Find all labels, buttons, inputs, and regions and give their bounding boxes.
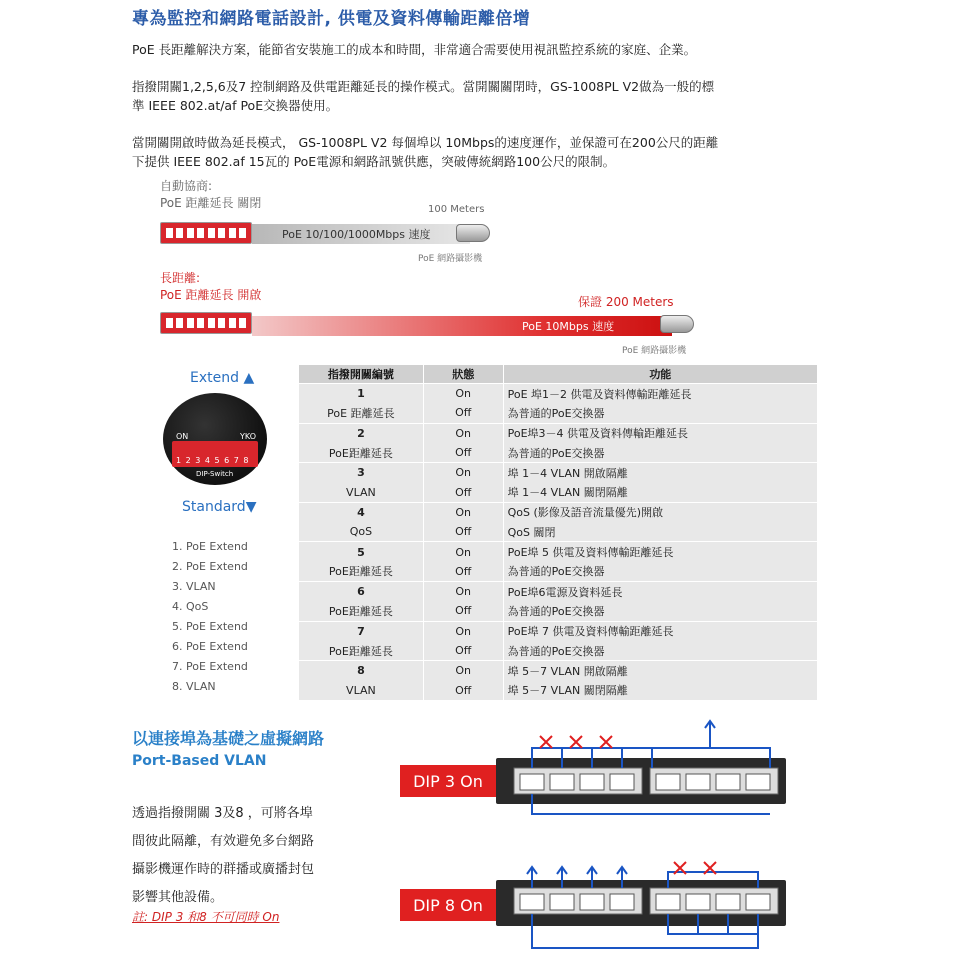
state-off: Off: [423, 443, 503, 463]
vlan-subtitle: Port-Based VLAN: [132, 753, 267, 769]
function-off: 埠 1－4 VLAN 關閉隔離: [503, 482, 817, 502]
intro-paragraph-2a: 指撥開關1,2,5,6及7 控制網路及供電距離延長的操作模式。當開關關閉時，GS-1008PL V2做為一般的標: [132, 79, 715, 94]
long-label-1: 長距離:: [160, 271, 201, 285]
state-on: On: [423, 621, 503, 641]
table-row: [299, 443, 818, 463]
table-row: [299, 621, 818, 641]
legend-item: 3. VLAN: [172, 580, 216, 593]
function-on: PoE埠 7 供電及資料傳輸距離延長: [503, 621, 817, 641]
dial-dip-numbers: 1 2 3 4 5 6 7 8: [176, 456, 250, 465]
table-row: [299, 502, 818, 522]
dip-name: PoE距離延長: [299, 641, 424, 661]
state-off: Off: [423, 403, 503, 423]
table-row: [299, 403, 818, 423]
vlan-title: 以連接埠為基礎之虛擬網路: [132, 729, 325, 748]
dip-number: 3: [299, 463, 424, 483]
function-off: QoS 關閉: [503, 522, 817, 542]
function-on: PoE埠6電源及資料延長: [503, 581, 817, 601]
state-on: On: [423, 423, 503, 443]
table-row: [299, 482, 818, 502]
standard-label: Standard▼: [182, 499, 257, 515]
legend-item: 8. VLAN: [172, 680, 216, 693]
table-row: [299, 661, 818, 681]
state-on: On: [423, 384, 503, 404]
table-row: [299, 562, 818, 582]
state-on: On: [423, 502, 503, 522]
legend-item: 7. PoE Extend: [172, 660, 248, 673]
state-on: On: [423, 463, 503, 483]
table-row: [299, 463, 818, 483]
dip-name: QoS: [299, 522, 424, 542]
intro-paragraph-3b: 下提供 IEEE 802.af 15瓦的 PoE電源和網路訊號供應，突破傳統網路100公尺的限制。: [132, 154, 616, 169]
table-row: [299, 384, 818, 404]
state-off: Off: [423, 562, 503, 582]
vlan-diagram-1: [500, 718, 790, 818]
dial-yko-label: YKO: [240, 432, 256, 441]
dip-switch-icon: [160, 222, 252, 244]
long-label-2: PoE 距離延長 開啟: [160, 288, 262, 302]
intro-paragraph-2b: 準 IEEE 802.at/af PoE交換器使用。: [132, 98, 339, 113]
dip-name: VLAN: [299, 482, 424, 502]
function-on: QoS (影像及語音流量優先)開啟: [503, 502, 817, 522]
dip-number: 6: [299, 581, 424, 601]
dip-number: 4: [299, 502, 424, 522]
table-row: [299, 542, 818, 562]
dial-on-label: ON: [176, 432, 189, 441]
legend-item: 6. PoE Extend: [172, 640, 248, 653]
table-header-row: [299, 365, 818, 384]
function-off: 為普通的PoE交換器: [503, 443, 817, 463]
table-row: [299, 423, 818, 443]
table-header: 狀態: [423, 365, 503, 384]
function-off: 為普通的PoE交換器: [503, 641, 817, 661]
function-on: PoE 埠1－2 供電及資料傳輸距離延長: [503, 384, 817, 404]
speed-beam-standard: PoE 10/100/1000Mbps 速度: [252, 224, 470, 244]
dip-switch-icon-2: [160, 312, 252, 334]
camera-label-2: PoE 網路攝影機: [622, 346, 687, 356]
legend-item: 5. PoE Extend: [172, 620, 248, 633]
function-off: 埠 5－7 VLAN 關閉隔離: [503, 680, 817, 700]
intro-paragraph-1: PoE 長距離解決方案，能節省安裝施工的成本和時間，非常適合需要使用視訊監控系統的家庭、企業。: [132, 42, 697, 57]
vlan-diagram-2: [500, 858, 790, 956]
function-off: 為普通的PoE交換器: [503, 403, 817, 423]
state-off: Off: [423, 680, 503, 700]
state-on: On: [423, 661, 503, 681]
dial-caption: DIP-Switch: [196, 470, 234, 478]
table-row: [299, 680, 818, 700]
function-on: PoE埠3－4 供電及資料傳輸距離延長: [503, 423, 817, 443]
state-off: Off: [423, 482, 503, 502]
dip-number: 2: [299, 423, 424, 443]
legend-item: 2. PoE Extend: [172, 560, 248, 573]
table-row: [299, 641, 818, 661]
page-title: 專為監控和網路電話設計, 供電及資料傳輸距離倍增: [132, 9, 531, 29]
function-on: PoE埠 5 供電及資料傳輸距離延長: [503, 542, 817, 562]
vlan-body-4: 影響其他設備。: [132, 890, 224, 905]
dip-number: 8: [299, 661, 424, 681]
dip-name: PoE距離延長: [299, 601, 424, 621]
badge-dip8: DIP 8 On: [400, 889, 496, 921]
state-on: On: [423, 581, 503, 601]
function-off: 為普通的PoE交換器: [503, 601, 817, 621]
dip-name: PoE距離延長: [299, 443, 424, 463]
intro-paragraph-3a: 當開關開啟時做為延長模式， GS-1008PL V2 每個埠以 10Mbps的速度運作，並保證可在200公尺的距離: [132, 135, 719, 150]
dip-name: VLAN: [299, 680, 424, 700]
vlan-body-1: 透過指撥開關 3及8 ，可將各埠: [132, 806, 313, 821]
auto-label-2: PoE 距離延長 關閉: [160, 196, 262, 210]
dip-number: 5: [299, 542, 424, 562]
legend-item: 1. PoE Extend: [172, 540, 248, 553]
table-row: [299, 601, 818, 621]
dip-name: PoE 距離延長: [299, 403, 424, 423]
badge-dip3: DIP 3 On: [400, 765, 496, 797]
dip-number: 1: [299, 384, 424, 404]
state-off: Off: [423, 601, 503, 621]
dip-name: PoE距離延長: [299, 562, 424, 582]
table-row: [299, 522, 818, 542]
function-on: 埠 1－4 VLAN 開啟隔離: [503, 463, 817, 483]
speed-beam-extended: PoE 10Mbps 速度: [252, 316, 672, 336]
state-off: Off: [423, 641, 503, 661]
camera-icon-2: [660, 315, 694, 333]
state-off: Off: [423, 522, 503, 542]
auto-label-1: 自動協商:: [160, 179, 213, 193]
function-on: 埠 5－7 VLAN 開啟隔離: [503, 661, 817, 681]
vlan-note: 註: DIP 3 和8 不可同時 On: [132, 910, 280, 924]
vlan-body-3: 攝影機運作時的群播或廣播封包: [132, 862, 315, 877]
state-on: On: [423, 542, 503, 562]
camera-icon: [456, 224, 490, 242]
camera-label-1: PoE 網路攝影機: [418, 254, 483, 264]
table-header: 功能: [503, 365, 817, 384]
table-header: 指撥開關編號: [299, 365, 424, 384]
legend-item: 4. QoS: [172, 600, 209, 613]
dip-table: [298, 364, 818, 700]
table-row: [299, 581, 818, 601]
vlan-body-2: 間彼此隔離，有效避免多台網路: [132, 834, 315, 849]
distance-200: 保證 200 Meters: [578, 295, 674, 309]
distance-100: 100 Meters: [428, 204, 485, 215]
dip-number: 7: [299, 621, 424, 641]
function-off: 為普通的PoE交換器: [503, 562, 817, 582]
extend-label: Extend ▲: [190, 370, 255, 386]
